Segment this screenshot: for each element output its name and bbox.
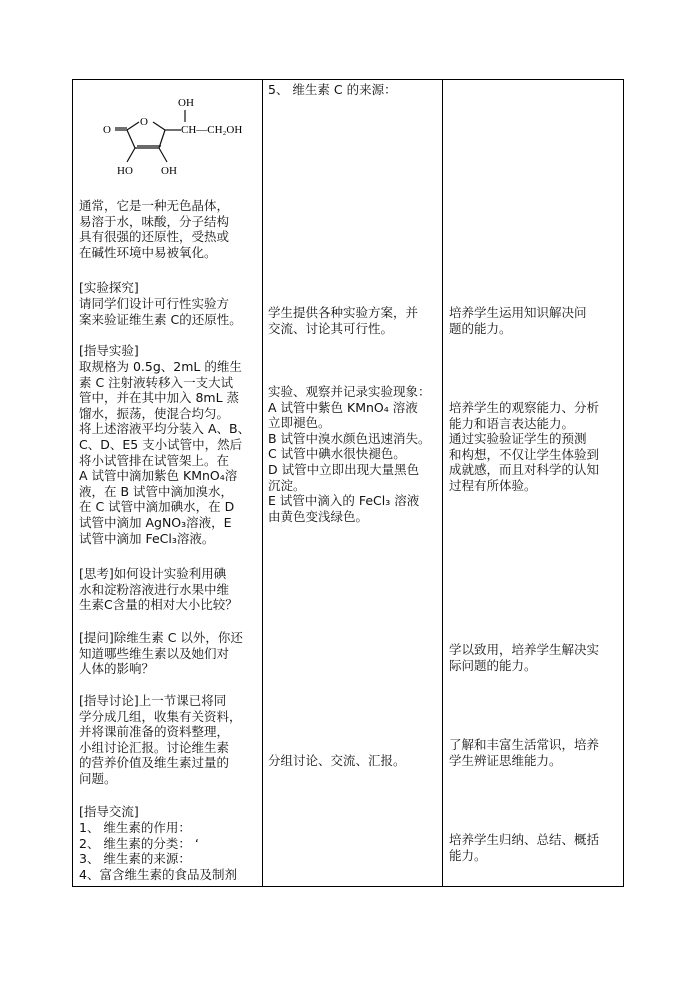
experiment-observations: 实验、观察并记录实验现象： A 试管中紫色 KMnO₄ 溶液 立即褪色。 B 试管中溴水颜色迅速消失。 C 试管中碘水很快褪色。 D 试管中立即出现大量黑色 沉淀。 E 试管中滴入的 FeCl₃ 溶液 由黄色变浅绿色。 — [268, 384, 431, 524]
goal-observation: 培养学生的观察能力、分析 能力和语言表达能力。 通过实验验证学生的预测 和构想，不仅让学生体验到 成就感，而且对科学的认知 过程有所体验。 — [449, 400, 600, 493]
structure-ho-left: HO — [117, 165, 133, 177]
teacher-question: [提问]除维生素 C 以外，你还 知道哪些维生素以及她们对 人体的影响？ — [79, 630, 243, 677]
structure-oh-bottom: OH — [161, 165, 177, 177]
lesson-table — [72, 79, 624, 887]
student-plan: 学生提供各种实验方案，并 交流、讨论其可行性。 — [268, 305, 419, 336]
guide-exchange-items: 1、 维生素的作用： 2、 维生素的分类： ‘ 3、 维生素的来源： 4、富含维生素的食品及制剂 — [79, 820, 237, 882]
vitc-source: 5、 维生素 C 的来源： — [268, 82, 397, 97]
structure-oh-top: OH — [178, 97, 194, 109]
ring-oxygen: O — [140, 116, 148, 128]
guide-discussion: [指导讨论]上一节课已将同 学分成几组，收集有关资料， 并将课前准备的资料整理， 小组讨论汇报。讨论维生素 的营养价值及维生素过量的 问题。 — [79, 693, 242, 786]
guide-experiment-text: 取规格为 0.5g、2mL 的维生 素 C 注射液转移入一支大试 管中，并在其中加入 8mL 蒸 馏水，振荡，使混合均匀。 将上述溶液平均分装入 A、B、 C、D、E5 支小试管中，然后 将小试管排在试管架上。在 A 试管中滴加紫色 KMnO₄溶 液，在 B 试管中滴加溴水， 在 C 试管中滴加碘水，在 D 试管中滴加 AgNO₃溶液，E 试管中滴加 FeCl₃溶液。 — [79, 359, 251, 546]
goal-apply-knowledge: 培养学生运用知识解决问 题的能力。 — [449, 305, 587, 336]
carbonyl-oxygen: O — [103, 124, 111, 136]
goal-summarize: 培养学生归纳、总结、概括 能力。 — [449, 832, 600, 863]
column-divider — [262, 80, 263, 886]
column-divider — [442, 80, 443, 886]
vitamin-c-structure — [93, 92, 263, 192]
think-question: [思考]如何设计实验利用碘 水和淀粉溶液进行水果中维 生素C含量的相对大小比较？ — [79, 566, 238, 613]
vitc-properties: 通常，它是一种无色晶体， 易溶于水，味酸，分子结构 具有很强的还原性，受热或 在碱性环境中易被氧化。 — [79, 198, 230, 260]
explore-title: [实验探究] — [79, 280, 139, 295]
group-discussion: 分组讨论、交流、汇报。 — [268, 753, 406, 768]
goal-life-knowledge: 了解和丰富生活常识，培养 学生辨证思维能力。 — [449, 737, 600, 768]
goal-practical: 学以致用，培养学生解决实 际问题的能力。 — [449, 642, 600, 673]
explore-text: 请同学们设计可行性实验方 案来验证维生素 C的还原性。 — [79, 296, 242, 327]
structure-side-chain: CH—CH₂OH — [181, 124, 243, 136]
guide-experiment-title: [指导实验] — [79, 343, 139, 358]
guide-exchange-title: [指导交流] — [79, 804, 139, 819]
